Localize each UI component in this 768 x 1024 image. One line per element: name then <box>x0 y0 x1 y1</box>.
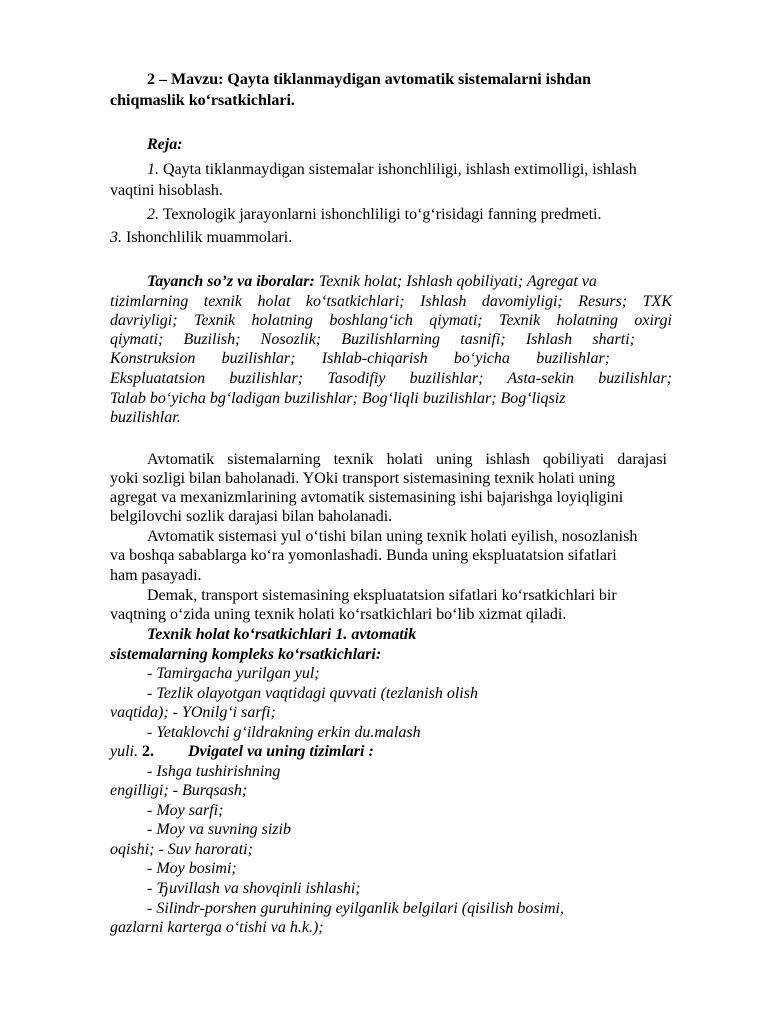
para-1-line-4: belgilovchi sozlik darajasi bilan baholanadi. <box>110 508 393 525</box>
plan-item-3-num: 3. <box>110 229 122 246</box>
plan-item-2-num: 2. <box>147 206 159 223</box>
keywords-line-3: davriyligi; Texnik holatning boshlang‘ich qiymati; Texnik holatning oxirgi <box>110 312 672 329</box>
indicator-line-13: - Silindr-porshen guruhining eyilganlik belgilari (qisilish bosimi, <box>147 900 564 917</box>
indicators-heading-2: sistemalarning kompleks ko‘rsatkichlari: <box>110 646 382 663</box>
keywords-line-8: buzilishlar. <box>110 409 181 426</box>
para-2-line-2: va boshqa sabablarga ko‘ra yomonlashadi. Bunda uning ekspluatatsion sifatlari <box>110 547 617 564</box>
indicator-line-9: - Moy va suvning sizib <box>147 821 291 838</box>
para-1-line-1: Avtomatik sistemalarning texnik holati uning ishlash qobiliyati darajasi <box>147 451 667 468</box>
keywords-line-7: Talab bo‘yicha bg‘ladigan buzilishlar; Bog‘liqli buzilishlar; Bog‘liqsiz <box>110 390 566 407</box>
keywords-text-1: Texnik holat; Ishlash qobiliyati; Agregat va <box>314 273 597 290</box>
plan-item-1-cont: vaqtini hisoblash. <box>110 182 223 199</box>
indicator-line-11: - Moy bosimi; <box>147 860 237 877</box>
indicator-line-5-heading: Dvigatel va uning tizimlari : <box>188 743 374 760</box>
keywords-line-1 <box>147 272 597 292</box>
para-2-line-3: ham pasayadi. <box>110 567 202 584</box>
plan-item-3 <box>110 228 292 248</box>
indicator-line-2: - Tezlik olayotgan vaqtidagi quvvati (tezlanish olish <box>147 685 478 702</box>
keywords-line-6: Ekspluatatsion buzilishlar; Tasodifiy buzilishlar; Asta-sekin buzilishlar; <box>110 370 672 387</box>
para-1-line-3: agregat va mexanizmlarining avtomatik sistemasining ishi bajarishga loyiqligini <box>110 489 624 506</box>
keywords-line-2: tizimlarning texnik holat ko‘tsatkichlari; Ishlash davomiyligi; Resurs; TXK <box>110 293 672 310</box>
indicator-line-7: engilligi; - Burqsash; <box>110 782 248 799</box>
indicator-line-6: - Ishga tushirishning <box>147 763 281 780</box>
para-3-line-2: vaqtning o‘zida uning texnik holati ko‘rsatkichlari bo‘lib xizmat qiladi. <box>110 606 567 623</box>
plan-item-2-text: Texnologik jarayonlarni ishonchliligi to‘g‘risidagi fanning predmeti. <box>159 206 602 223</box>
indicator-line-8: - Moy sarfi; <box>147 802 224 819</box>
keywords-label: Tayanch so’z va iboralar: <box>147 273 315 290</box>
indicator-line-10: oqishi; - Suv harorati; <box>110 841 253 858</box>
indicator-line-14: gazlarni karterga o‘tishi va h.k.); <box>110 919 324 936</box>
para-3-line-1: Demak, transport sistemasining ekspluatatsion sifatlari ko‘rsatkichlari bir <box>147 587 617 604</box>
para-1-line-2: yoki sozligi bilan baholanadi. YOki transport sistemasining texnik holati uning <box>110 470 616 487</box>
keywords-line-5: Konstruksion buzilishlar; Ishlab-chiqarish bo‘yicha buzilishlar; <box>110 350 610 367</box>
plan-item-2 <box>147 205 602 225</box>
indicator-line-1: - Tamirgacha yurilgan yul; <box>147 665 320 682</box>
indicator-line-5-num: 2. <box>138 743 154 760</box>
indicator-line-5-a: yuli. <box>110 743 138 760</box>
title-line-2: chiqmaslik ko‘rsatkichlari. <box>110 92 295 109</box>
indicator-line-5 <box>110 742 374 762</box>
plan-item-1 <box>147 160 637 180</box>
plan-item-1-text: Qayta tiklanmaydigan sistemalar ishonchliligi, ishlash extimolligi, ishlash <box>159 161 637 178</box>
plan-item-3-text: Ishonchlilik muammolari. <box>122 229 293 246</box>
para-2-line-1: Avtomatik sistemasi yul o‘tishi bilan uning texnik holati eyilish, nosozlanish <box>147 528 638 545</box>
keywords-line-4: qiymati; Buzilish; Nosozlik; Buzilishlarning tasnifi; Ishlash sharti; <box>110 331 635 348</box>
plan-item-1-num: 1. <box>147 161 159 178</box>
indicator-line-12: - Ђuvillash va shovqinli ishlashi; <box>147 880 361 897</box>
title-line-1: 2 – Mavzu: Qayta tiklanmaydigan avtomatik sistemalarni ishdan <box>147 71 592 88</box>
indicators-heading-1: Texnik holat ko‘rsatkichlari 1. avtomatik <box>147 626 417 643</box>
indicator-line-3: vaqtida); - YOnilg‘i sarfi; <box>110 704 276 721</box>
indicator-line-4: - Yetaklovchi g‘ildrakning erkin du.malash <box>147 724 421 741</box>
plan-heading: Reja: <box>147 136 183 153</box>
